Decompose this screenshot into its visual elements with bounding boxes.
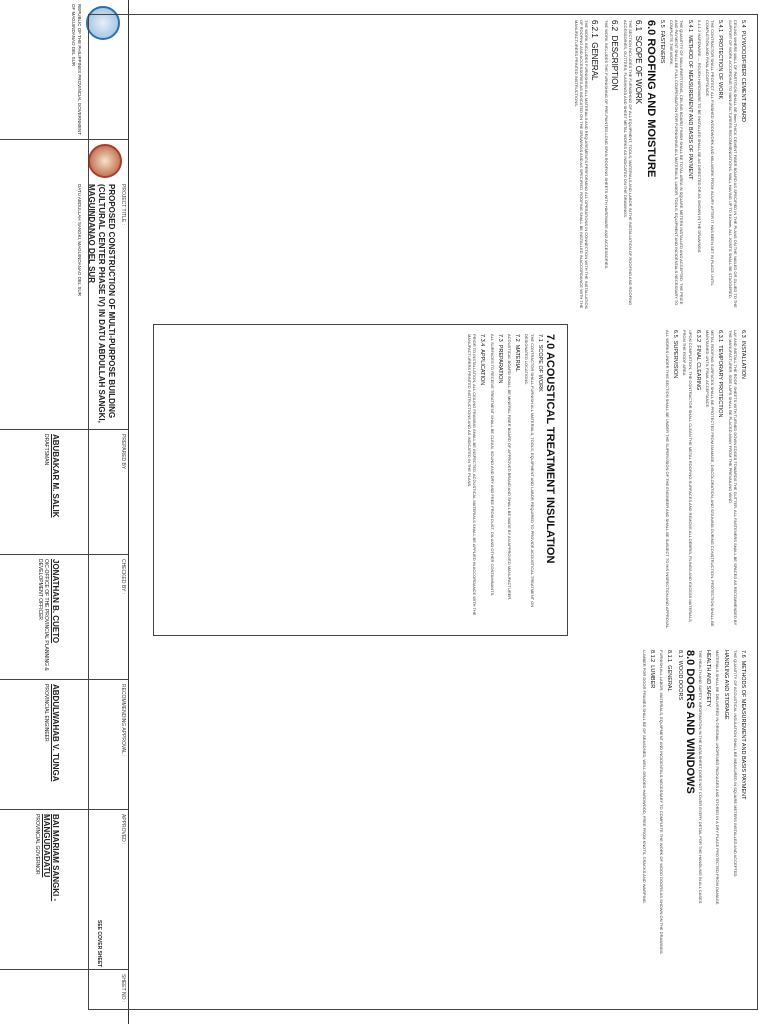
- recommending-role: PROVINCIAL ENGINEER: [43, 684, 49, 742]
- section-number: 7.2: [514, 334, 521, 342]
- section-number: 7.3: [496, 334, 503, 342]
- section-number: 7.3.4: [479, 334, 486, 347]
- acoustical-measurement-text: THE QUANTITY OF ACOUSTICAL INSULATION SHALL BE MEASURED IN SQUARE METERS INSTALLED AND ACCEPTED.: [732, 650, 738, 878]
- section-title: APPLICATION: [479, 349, 486, 386]
- section-number: 5.4.1: [686, 20, 693, 33]
- section-number: 5.4: [740, 20, 746, 28]
- section-title: PROTECTION OF WORK: [717, 35, 724, 100]
- section-title: WOOD DOORS: [676, 660, 683, 701]
- section-title: ROOFING AND MOISTURE: [644, 38, 657, 178]
- final-clearing-text: UPON COMPLETION, THE CONTRACTOR SHALL CLEAN THE METAL ROOFING SURFACES AND REMOVE ALL DEBRIS, FILINGS AND EXCESS MATERIALS FROM THE ROOF AREA.: [682, 330, 693, 622]
- recommending-label: RECOMMENDING APPROVAL :: [120, 684, 126, 757]
- section-title: INSTALLATION: [740, 340, 746, 380]
- section-number: 6.3.1: [717, 330, 724, 343]
- checked-by-name: JONATHAN B. CUETO: [51, 559, 60, 644]
- project-location: DATU ABDULLAH SANGKI, MAGUINDANAO DEL SUR: [77, 184, 82, 297]
- section-number: 5.4.1: [717, 20, 724, 33]
- description-text: THE WORK INCLUDES THE FURNISHING OF PRE-PAINTED LONG SPAN ROOFING SHEETS WITH HARDWARE AND ACCESSORIES.: [603, 20, 609, 270]
- section-title: DOORS AND WINDOWS: [683, 668, 696, 794]
- section-number: 7.1: [536, 334, 543, 342]
- drawing-border: [88, 14, 758, 1010]
- section-title: ACOUSTICAL TREATMENT INSULATION: [544, 351, 556, 564]
- hardware-text: 5.4.1.2 HARDWARE — ROUGH HARDWARE TO BE INSTALLED SHALL BE AS DIRECTED OR AS SHOWN IN THE DRAWINGS.: [696, 20, 702, 254]
- section-title: METHOD OF MEASUREMENT AND BASIS OF PAYMENT: [686, 35, 693, 180]
- scope-text: THE SECTION INCLUDES THE FURNISHING OF ALL EQUIPMENT, TOOLS, MATERIALS AND LABOR IN THE INSTALLATION OF ROOFING AND ROOFING ACCESSORIES, GUTTERS, FLASHINGS AND SHEET METAL WORKS AS INDICATED ON THE DRAWINGS.: [622, 20, 634, 306]
- section-number: 8.1.2: [648, 650, 655, 663]
- section-title: MATERIAL: [514, 344, 521, 372]
- approved-role: PROVINCIAL GOVERNOR: [34, 814, 40, 875]
- section-number: 7.6: [740, 650, 746, 658]
- acoustical-scope-text: THE CONTRACTOR SHALL FURNISH ALL MATERIALS, TOOLS, EQUIPMENT AND LABOR REQUIRED TO PROVIDE ACOUSTICAL TREATMENT ON DESIGNATED LOCATIONS.: [524, 334, 535, 608]
- see-cover-note: SEE COVER SHEET: [96, 920, 102, 968]
- approved-name: BAI MARIAM SANGKI - MANGUDADATU: [42, 814, 60, 902]
- plywood-text: CEILING WHERE WALL OF PARTITION SHALL BE 6mm THICK CEMENT FIBER BOARD AS SPECIFIED IN THE PLANS ON THE NAILED OR GLUED TO THE SUPPORT OF WORK ACCORDING TO MANUFACTURERS RECOMMENDATIONS. WALL HAVING UP TO 610mm, ALL JOINTS SHALL BE STAGGERED.: [727, 20, 738, 308]
- sheet-number-label: SHEET NO :: [120, 974, 126, 1003]
- section-title: FINAL CLEARING: [694, 345, 701, 391]
- section-number: 7.0: [544, 334, 556, 350]
- checked-by-label: CHECKED BY :: [120, 559, 126, 595]
- supervision-text: ALL WORKS UNDER THIS SECTION SHALL BE UNDER THE SUPERVISION OF THE ENGINEER AND SHALL BE SUBJECT TO HIS INSPECTION AND APPROVAL.: [664, 330, 670, 630]
- agency-text: REPUBLIC OF THE PHILIPPINES PROVINCIAL GOVERNMENT OF MAGUINDANAO DEL SUR: [71, 4, 82, 135]
- handling-text: MATERIALS SHALL BE DELIVERED IN ORIGINAL UNOPENED PACKAGES AND STORED IN A DRY PLACE PROTECTED FROM DAMAGE.: [715, 650, 721, 906]
- section-number: 6.2.1: [590, 20, 600, 38]
- section-title: SCOPE OF WORK: [536, 344, 543, 392]
- application-text: PRIOR TO INSTALLATION, ALL CEILING FRAMING SHALL BE INSPECTED. ACOUSTICAL MATERIALS SHALL BE APPLIED IN ACCORDANCE WITH THE MANUFACTURERS PRINTED INSTRUCTIONS AND AS INDICATED IN THE PLANS.: [466, 334, 478, 616]
- section-number: 5.5: [658, 20, 665, 28]
- section-title: TEMPORARY PROTECTION: [717, 345, 724, 418]
- measurement-text: THE QUANTITY OF WALL/PARTITIONS, CEILING BOARD FINISH SHALL BE TOTAL AREA IN SQUARE METERS INSTALLED AND ACCEPTED. THE PRICE AND PAYMENT SHALL BE FULL COMPENSATION FOR FURNISHING ALL MATERIALS, LABOR, TOOLS, EQUIPMENT AND INCIDENTALS NECESSARY TO COMPLETE THE WORK.: [668, 20, 685, 306]
- section-number: 6.2: [609, 20, 619, 32]
- section-number: 6.5: [672, 330, 679, 338]
- recommending-name: ABDULWAHAB V. TUNGA: [51, 684, 60, 782]
- section-title: PREPARATION: [496, 344, 503, 384]
- section-title: SCOPE OF WORK: [634, 35, 644, 105]
- section-title: GENERAL: [590, 42, 600, 81]
- prepared-by-role: DRAFTSMAN: [43, 434, 49, 466]
- project-title: PROPOSED CONSTRUCTION OF MULTI-PURPOSE BUILDING (CULTURAL CENTER PHASE IV) IN DATU ABDULLAH SANGKI, MAGUINDANAO DEL SUR: [87, 184, 116, 423]
- section-number: 8.0: [683, 650, 696, 666]
- section-title: FASTENERS: [658, 30, 665, 64]
- health-heading: HEALTH AND SAFETY: [705, 650, 712, 708]
- preparation-text: ALL SURFACES TO RECEIVE TREATMENT SHALL BE CLEAN, SOUND AND DRY AND FREE FROM DUST, OIL AND OTHER CONTAMINANTS.: [489, 334, 495, 597]
- checked-by-role: OIC-OFFICE OF THE PROVINCIAL PLANNING & DEVELOPMENT OFFICER: [37, 559, 49, 671]
- section-title: LUMBER: [648, 665, 655, 689]
- section-number: 8.1.1: [666, 650, 673, 663]
- handling-heading: HANDLING AND STORAGE: [722, 650, 729, 720]
- protection-text: THE CONTRACTOR SHALL PROTECT ALL FINISHED WOODWORK AND MILLWORK FROM INJURY AFTER IT HAS BEEN SET IN PLACE UNTIL COMPLETION AND FINAL ACCEPTANCE.: [704, 20, 716, 286]
- health-text: THE HEALTH AND SAFETY INFORMATION IN THE DATA SHEET DOES NOT COVER EVERY DETAIL FOR THE HANDLING IN ALL CASES.: [697, 650, 703, 905]
- lumber-text: LUMBER FOR DOOR FRAMES SHALL BE OF SEASONED, WELL GRADED HARDWOOD, FREE FROM KNOTS, CRACKS AND WARPING.: [641, 650, 647, 904]
- prepared-by-name: ABUBAKAR M. SALIK: [51, 434, 60, 518]
- general-text: THE WORK INCLUDES FURNISHING ALL MATERIALS AND REQUIREMENTS PERFORMING ALL OPERATIONS IN CONNECTION WITH THE INSTALLATION OF ROOFING AND ACCESSORIES AS INDICATED ON THE DRAWINGS AND AS SPECIFIED. ROOFING SHALL BE INSTALLED IN ACCORDANCE WITH THE MANUFACTURERS PRINTED INSTRUCTIONS.: [573, 20, 590, 309]
- section-title: SUPERVISION: [672, 340, 679, 379]
- prepared-by-label: PREPARED BY :: [120, 434, 126, 472]
- section-number: 6.0: [644, 20, 657, 36]
- temporary-text: METAL ROOFING SURFACES SHALL BE PROTECTED FROM DAMAGE, DISCOLORATION, AND STAINING DURING CONSTRUCTION. PROTECTION SHALL BE MAINTAINED UNTIL FINAL ACCEPTANCE.: [704, 330, 716, 627]
- section-title: METHODS OF MEASUREMENT AND BASIS PAYMENT: [740, 660, 746, 800]
- installation-text: LAY AND INSTALL THE ROOF SHEETS WITH TURNED DOWN EDGES TOWARDS THE GUTTER. ALL FASTENERS SHALL BE SPACED AS RECOMMENDED BY THE MANUFACTURER. SIDE LAPS SHALL BE PLACED AWAY FROM THE PREVAILING WIND.: [727, 330, 738, 626]
- project-title-label: PROJECT TITLE :: [120, 184, 126, 225]
- material-text: ACOUSTICAL BOARD SHALL BE MINERAL FIBER BOARD OF APPROVED BRAND AND SHALL BE MADE BY AN APPROVED MANUFACTURER.: [506, 334, 512, 601]
- section-number: 6.1: [634, 20, 644, 32]
- approved-label: APPROVED :: [120, 814, 126, 845]
- wood-doors-general-text: FURNISH ALL LABOR, MATERIALS, EQUIPMENT AND INCIDENTALS NECESSARY TO COMPLETE THE WORK OF WOOD DOORS AS SHOWN ON THE DRAWINGS.: [659, 650, 665, 955]
- section-title: PLYWOOD/FIBER CEMENT BOARD: [740, 30, 746, 122]
- section-number: 6.3.2: [694, 330, 701, 343]
- section-number: 6.3: [740, 330, 746, 338]
- section-title: DESCRIPTION: [609, 35, 619, 91]
- section-title: GENERAL: [666, 665, 673, 692]
- section-number: 8.1: [676, 650, 683, 658]
